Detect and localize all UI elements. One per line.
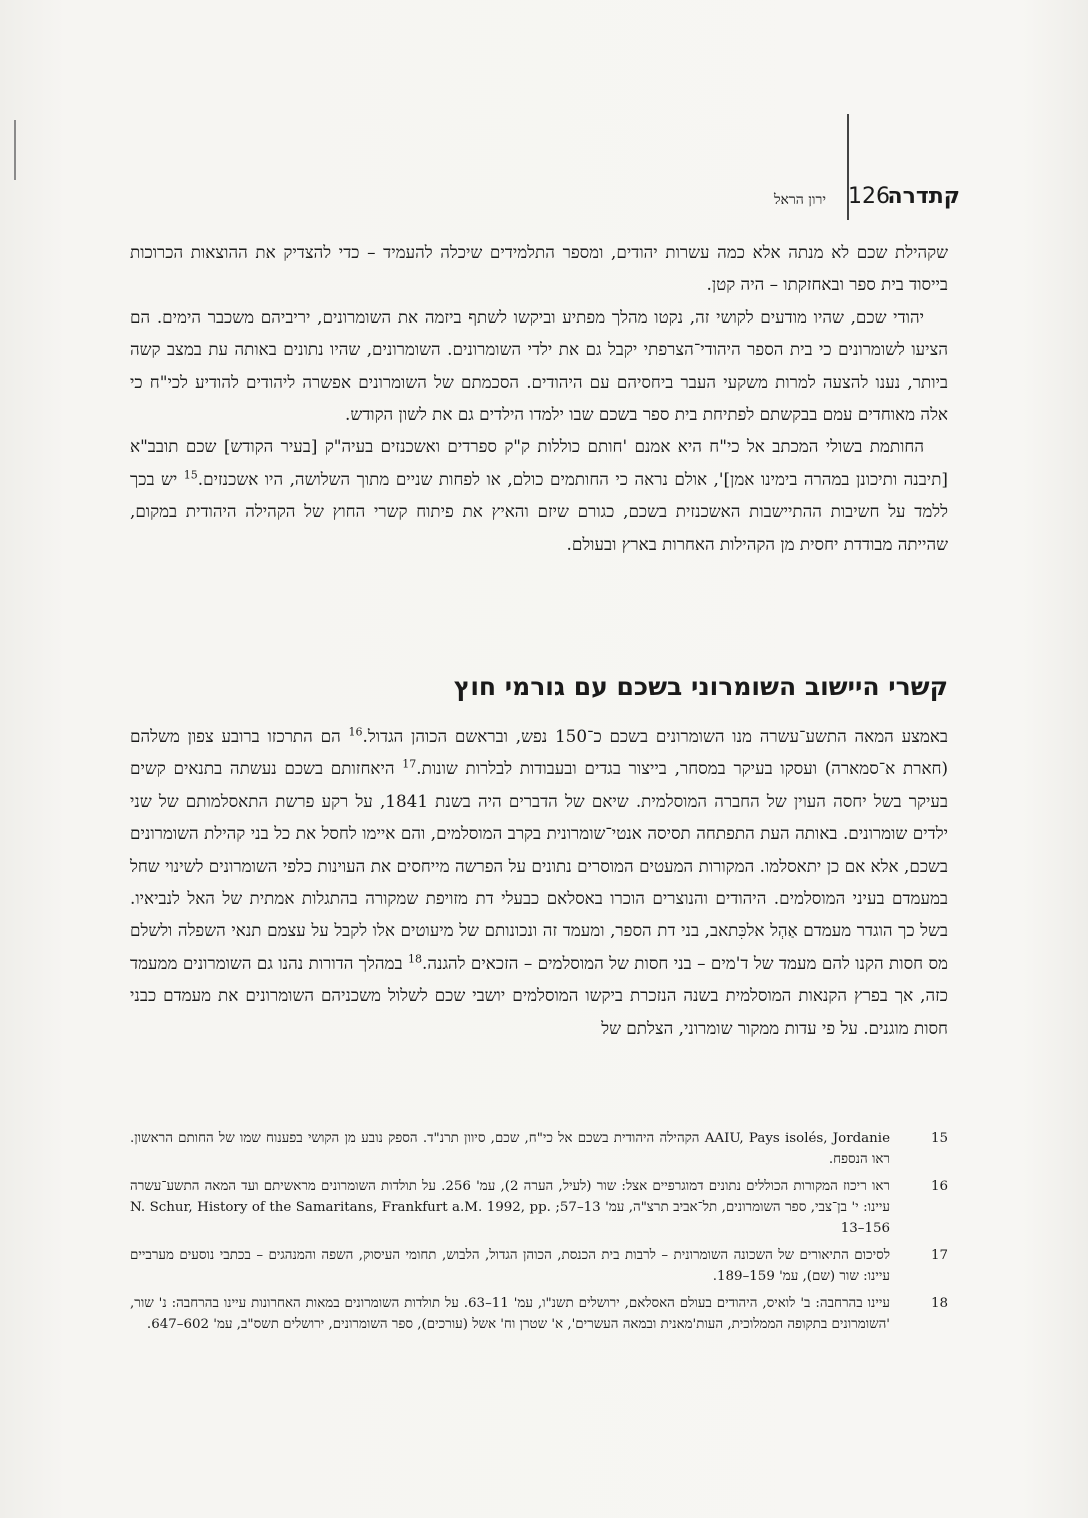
footnote-ref[interactable]: 17 xyxy=(402,757,417,771)
body-text-top xyxy=(130,236,948,560)
paragraph: יהודי שכם, שהיו מודעים לקושי זה, נקטו מהלך מפתיע וביקשו לשתף ביזמה את השומרונים, יריביהם משכבר הימים. הם הציעו לשומרונים כי בית הספר היהודי־הצרפתי יקבל גם את ילדי השומרונים. השומרונים, שהיו נתונים באותה עת במצב קשה ביותר, נענו להצעה למרות משקעי העבר ביחסיהם עם היהודים. הסכמתם של השומרונים אפשרה ליהודים להודיע לכי"ח כי אלה מאוחדים עמם בבקשתם לפתיחת בית ספר בשכם שבו ילמדו הילדים גם את לשון הקודש. xyxy=(130,306,948,425)
footnote-text: לסיכום התיאורים של השכונה השומרונית – לרבות בית הכנסת, הכוהן הגדול, הלבוש, תחומי העיסוק, השפה והמנהגים – בכתבי נוסעים מערביים עיינו: שור (שם), עמ' 159–189. xyxy=(130,1248,890,1284)
footnote xyxy=(130,1128,948,1170)
footnote xyxy=(130,1293,948,1335)
footnote-ref[interactable]: 16 xyxy=(348,725,363,739)
author-name: ירון הראל xyxy=(773,192,826,208)
footnote-number: 18 xyxy=(930,1296,948,1311)
footnote xyxy=(130,1176,948,1239)
scan-edge-mark xyxy=(14,120,16,180)
journal-name: קתדרה xyxy=(887,184,960,209)
page-number: 126 xyxy=(848,184,890,209)
footnote-text: עיינו בהרחבה: ב' לואיס, היהודים בעולם האסלאם, ירושלים תשנ"ו, עמ' 11–63. על תולדות השומרונים במאות האחרונות עיינו בהרחבה: נ' שור, 'השומרונים בתקופה הממלוכית, העות'מאנית ובמאה העשרים', א' שטרן וח' אשל (עורכים), ספר השומרונים, ירושלים תשס"ב, עמ' 602–647. xyxy=(130,1296,890,1332)
paragraph-text: החותמת בשולי המכתב אל כי"ח היא אמנם 'חותם כוללות ק"ק ספרדים ואשכנזים בעיה"ק [בעיר הקודש] שכם תובב"א [תיבנה ותיכונן במהרה בימינו אמן]', אולם נראה כי החותמים כולם, או לפחות שניים מתוך השלושה, היו אשכנזים. xyxy=(130,436,948,489)
paragraph xyxy=(130,720,948,1044)
footnote-ref[interactable]: 15 xyxy=(183,468,198,482)
running-header xyxy=(0,176,1088,216)
paragraph xyxy=(130,430,948,560)
footnote-number: 17 xyxy=(930,1248,948,1263)
paragraph-text: באמצע המאה התשע־עשרה מנו השומרונים בשכם כ־150 נפש, ובראשם הכוהן הגדול. xyxy=(362,726,949,746)
paragraph-text: במהלך הדורות נהנו גם השומרונים ממעמד כזה, אך בפרץ הקנאות המוסלמית בשנה הנזכרת ביקשו המוסלמים יושבי שכם לשלול משכניהם השומרונים את מעמדם כבני חסות מוגנים. על פי עדות ממקור שומרוני, הצלתם של xyxy=(130,952,948,1038)
footnote-number: 15 xyxy=(930,1131,948,1146)
footnote-number: 16 xyxy=(930,1179,948,1194)
paragraph-text: יש בכך ללמד על חשיבות ההתיישבות האשכנזית בשכם, כגורם שיזם והאיץ את פיתוח קשרי החוץ של הקהילה היהודית במקום, שהייתה מבודדת יחסית מן הקהילות האחרות בארץ ובעולם. xyxy=(130,468,948,554)
footnotes xyxy=(130,1128,948,1341)
paragraph-text: הם התרכזו ברובע צפון משלהם (חארת א־סמארה) ועסקו בעיקר במסחר, בייצור בגדים ובעבודות לבלרות שונות. xyxy=(130,726,949,779)
footnote-text: AAIU, Pays isolés, Jordanie הקהילה היהודית בשכם אל כי"ח, שכם, סיוון תרנ"ד. הספק נובע מן הקושי בפענוח שמו של החותם הראשון. ראו הנספח. xyxy=(130,1131,890,1167)
paragraph: שקהילת שכם לא מנתה אלא כמה עשרות יהודים, ומספר התלמידים שיכלה להעמיד – כדי להצדיק את ההוצאות הכרוכות בייסוד בית ספר ובאחזקתו – היה קטן. xyxy=(130,242,948,295)
footnote-text: ראו ריכוז המקורות הכוללים נתונים דמוגרפיים אצל: שור (לעיל, הערה 2), עמ' 256. על תולדות השומרונים מראשיתם ועד המאה התשע־עשרה עיינו: י' בן־צבי, ספר השומרונים, תל־אביב תרצ"ה, עמ' 13–57; N. Schur, History of the Samaritans, Frankfurt a.M. 1992, pp. 13–156 xyxy=(130,1179,890,1236)
paragraph-text: היאחזותם בשכם נעשתה בתנאים קשים בעיקר בשל יחסה העוין של החברה המוסלמית. שיאם של הדברים היה בשנת 1841, על רקע פרשת התאסלמותם של שני ילדים שומרונים. באותה העת התפתחה תסיסה אנטי־שומרונית בקרב המוסלמים, והם איימו לחסל את כל בני קהילת השומרונים בשכם, אלא אם כן יתאסלמו. המקורות המעטים המוסרים נתונים על הפרשה מייחסים את העוינות כלפי השומרונים לשינוי שחל במעמדם בעיני המוסלמים. היהודים והנוצרים הוכרו באסלאם כבעלי דת מזויפת שמקורה בהתגלות אמתית של האל לנביאיו. בשל כך הוגדר מעמדם אַהְל אלכִּתאב, בני דת הספר, ומעמד זה ונכונותם של מיעוטים אלו לקבל על עצמם תנאי השפלה ולשלם מס חסות הקנו להם מעמד של ד'מים – בני חסות של המוסלמים – הזכאים להגנה. xyxy=(130,758,948,973)
footnote xyxy=(130,1245,948,1287)
section-title: קשרי היישוב השומרוני בשכם עם גורמי חוץ xyxy=(453,672,948,701)
body-text-section xyxy=(130,720,948,1044)
footnote-ref[interactable]: 18 xyxy=(408,952,423,966)
